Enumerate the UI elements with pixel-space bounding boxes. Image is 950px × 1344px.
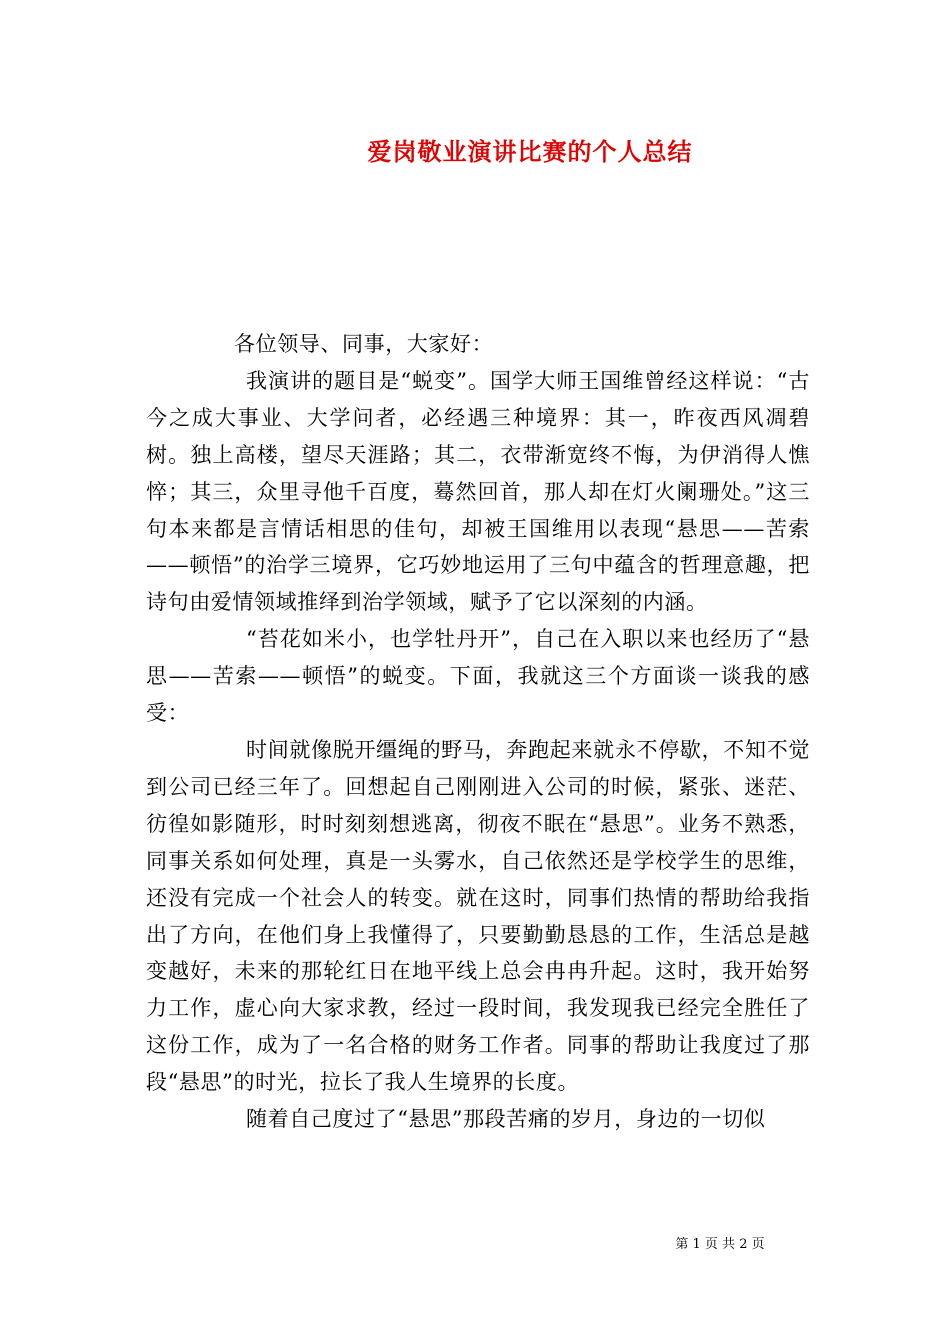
body-paragraph: 随着自己度过了“悬思”那段苦痛的岁月，身边的一切似 [246,1107,766,1132]
greeting-paragraph: 各位领导、同事，大家好： [234,332,494,356]
body-paragraph: 时间就像脱开缰绳的野马，奔跑起来就永不停歇，不知不觉到公司已经三年了。回想起自己刚刚进入公司的时候，紧张、迷茫、彷徨如影随形，时时刻刻想逃离，彻夜不眠在“悬思”。业务不熟悉，同事关系如何处理，真是一头雾水，自己依然还是学校学生的思维，还没有完成一个社会人的转变。就在这时，同事们热情的帮助给我指出了方向，在他们身上我懂得了，只要勤勤恳恳的工作，生活总是越变越好，未来的那轮红日在地平线上总会冉冉升起。这时，我开始努力工作，虚心向大家求教，经过一段时间，我发现我已经完全胜任了这份工作，成为了一名合格的财务工作者。同事的帮助让我度过了那段“悬思”的时光，拉长了我人生境界的长度。 [146,737,810,1095]
document-body [146,326,810,1138]
body-paragraph: 我演讲的题目是“蜕变”。国学大师王国维曾经这样说：“古今之成大事业、大学问者，必经遇三种境界：其一，昨夜西风凋碧树。独上高楼，望尽天涯路；其二，衣带渐宽终不悔，为伊消得人憔悴；其三，众里寻他千百度，蓦然回首，那人却在灯火阑珊处。”这三句本来都是言情话相思的佳句，却被王国维用以表现“悬思——苦索——顿悟”的治学三境界，它巧妙地运用了三句中蕴含的哲理意趣，把诗句由爱情领域推绎到治学领域，赋予了它以深刻的内涵。 [146,368,810,615]
page-title: 爱岗敬业演讲比赛的个人总结 [367,137,693,166]
body-paragraph: “苔花如米小，也学牡丹开”，自己在入职以来也经历了“悬思——苦索——顿悟”的蜕变。下面，我就这三个方面谈一谈我的感受： [146,627,810,726]
page-number-footer: 第 1 页 共 2 页 [675,1237,765,1252]
